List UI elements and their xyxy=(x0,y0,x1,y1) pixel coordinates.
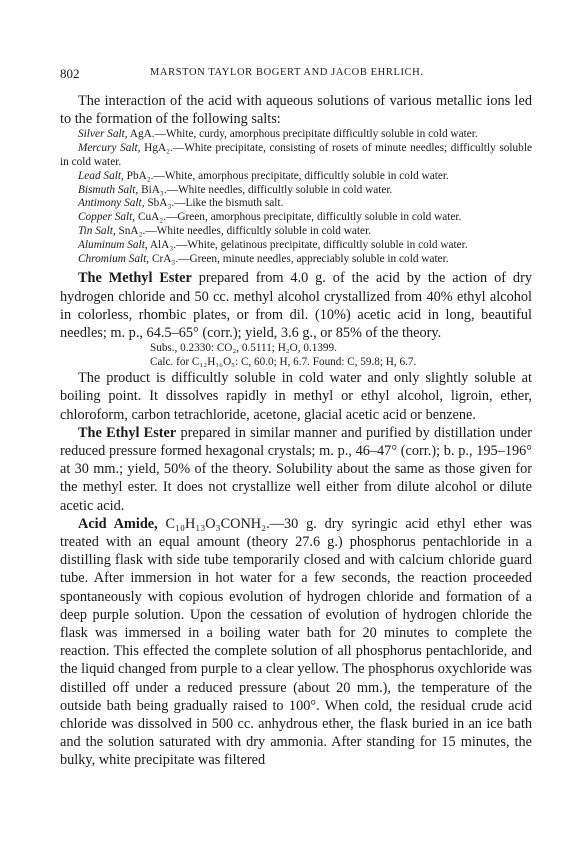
salt-entry xyxy=(60,253,532,267)
salt-formula: SbA₃. xyxy=(147,197,175,210)
salt-description: —Like the bismuth salt. xyxy=(174,197,284,210)
methyl-ester-heading: The Methyl Ester xyxy=(78,270,192,287)
methyl-ester-paragraph xyxy=(60,269,532,342)
salt-description: —White, curdy, amorphous precipitate difficultly soluble in cold water. xyxy=(154,128,478,141)
salt-description: —Green, minute needles, appreciably soluble in cold water. xyxy=(178,252,449,265)
salt-formula: CrA₃. xyxy=(151,252,179,265)
methyl-ester-text: prepared from 4.0 g. of the acid by the action of dry hydrogen chloride and 50 cc. methyl alcohol crystallized from 40% ethyl alcohol in colorless, rhombic plates, or from dil. (10%) acetic acid in long, beautiful needles; m. p., 64.5–65° (corr.); yield, 3.6 g., or 85% of the theory. xyxy=(60,270,532,341)
salts-intro: The interaction of the acid with aqueous solutions of various metallic ions led to the formation of the following salts: xyxy=(60,93,532,128)
salt-entry xyxy=(60,197,532,211)
salt-formula: SnA₂. xyxy=(118,224,146,237)
salt-name: Aluminum Salt, xyxy=(78,238,148,251)
ethyl-ester-text: prepared in similar manner and purified by distillation under reduced pressure formed hexagonal crystals; m. p., 46–47° (corr.); b. p., 195–196° at 30 mm.; yield, 50% of the theory. Solubility about the same as those given for the methyl ester. It does not crystallize well either from dilute alcohol or dilute acetic acid. xyxy=(60,424,532,514)
salt-formula: BiA₃. xyxy=(141,183,167,196)
salt-name: Chromium Salt, xyxy=(78,252,150,265)
salt-formula: HgA₂. xyxy=(144,142,173,155)
salt-description: —White needles, difficultly soluble in cold water. xyxy=(166,183,393,196)
acid-amide-text: —30 g. dry syringic acid ethyl ether was treated with an equal amount (theory 27.6 g.) phosphorus pentachloride in a distilling flask with side tube temporarily closed and with calcium chloride guard tube. After immersion in hot water for a few seconds, the reaction proceeded spontaneously with copious evolution of hydrogen chloride and formation of a deep purple solution. Upon the cessation of evolution of hydrogen chloride the flask was immersed in a boiling water bath for 20 minutes to complete the reaction. This effected the complete solution of all phosphorus pentachloride, and the liquid changed from purple to a clear yellow. The phosphorus oxychloride was distilled off under a reduced pressure (about 20 mm.), the temperature of the outside bath being gradually raised to 100°. When cold, the residual crude acid chloride was dissolved in 500 cc. anhydrous ether, the flask buried in an ice bath and the solution saturated with dry ammonia. After standing for 15 minutes, the bulky, white precipitate was filtered xyxy=(60,515,532,769)
salt-entry xyxy=(60,239,532,253)
salt-description: —White, gelatinous precipitate, difficultly soluble in cold water. xyxy=(176,238,468,251)
salt-entry xyxy=(60,142,532,170)
salts-list xyxy=(60,128,532,266)
analysis-line: Subs., 0.2330: CO₂, 0.5111; H₂O, 0.1399. xyxy=(150,342,337,355)
salt-description: —White precipitate, consisting of rosets of minute needles; difficultly soluble in cold water. xyxy=(60,142,532,168)
salt-entry xyxy=(60,128,532,142)
solubility-paragraph: The product is difficultly soluble in cold water and only slightly soluble at boiling point. It dissolves rapidly in methyl or ethyl alcohol, ligroin, ether, chloroform, carbon tetrachloride, acetone, glacial acetic acid or benzene. xyxy=(60,370,532,423)
page-body xyxy=(60,92,532,770)
salt-entry xyxy=(60,170,532,184)
salt-formula: PbA₂. xyxy=(126,169,154,182)
salt-description: —White, amorphous precipitate, difficultly soluble in cold water. xyxy=(153,169,449,182)
salt-formula: AgA. xyxy=(129,128,155,141)
salt-name: Tin Salt, xyxy=(78,224,116,237)
salt-name: Antimony Salt, xyxy=(78,197,145,210)
salt-description: —Green, amorphous precipitate, difficultly soluble in cold water. xyxy=(166,211,462,224)
ethyl-ester-paragraph xyxy=(60,424,532,515)
analysis-line: Calc. for C₁₂H₁₆O₅: C, 60.0; H, 6.7. Found: C, 59.8; H, 6.7. xyxy=(150,355,417,368)
running-title: MARSTON TAYLOR BOGERT AND JACOB EHRLICH. xyxy=(150,67,424,78)
salt-name: Mercury Salt, xyxy=(78,142,141,155)
salt-entry xyxy=(60,211,532,225)
salt-entry xyxy=(60,225,532,239)
salt-description: —White needles, difficultly soluble in cold water. xyxy=(145,224,372,237)
acid-amide-paragraph xyxy=(60,515,532,770)
page-number: 802 xyxy=(60,66,80,81)
salt-entry xyxy=(60,184,532,198)
salt-name: Lead Salt, xyxy=(78,169,124,182)
salt-name: Copper Salt, xyxy=(78,211,136,224)
salt-name: Silver Salt, xyxy=(78,128,128,141)
salt-formula: CuA₂. xyxy=(137,211,167,224)
salt-formula: AlA₃. xyxy=(149,238,177,251)
acid-amide-heading: Acid Amide, xyxy=(78,515,158,532)
salt-name: Bismuth Salt, xyxy=(78,183,139,196)
acid-amide-formula: C₁₀H₁₃O₃CONH₂. xyxy=(157,515,270,532)
ethyl-ester-heading: The Ethyl Ester xyxy=(78,424,177,441)
